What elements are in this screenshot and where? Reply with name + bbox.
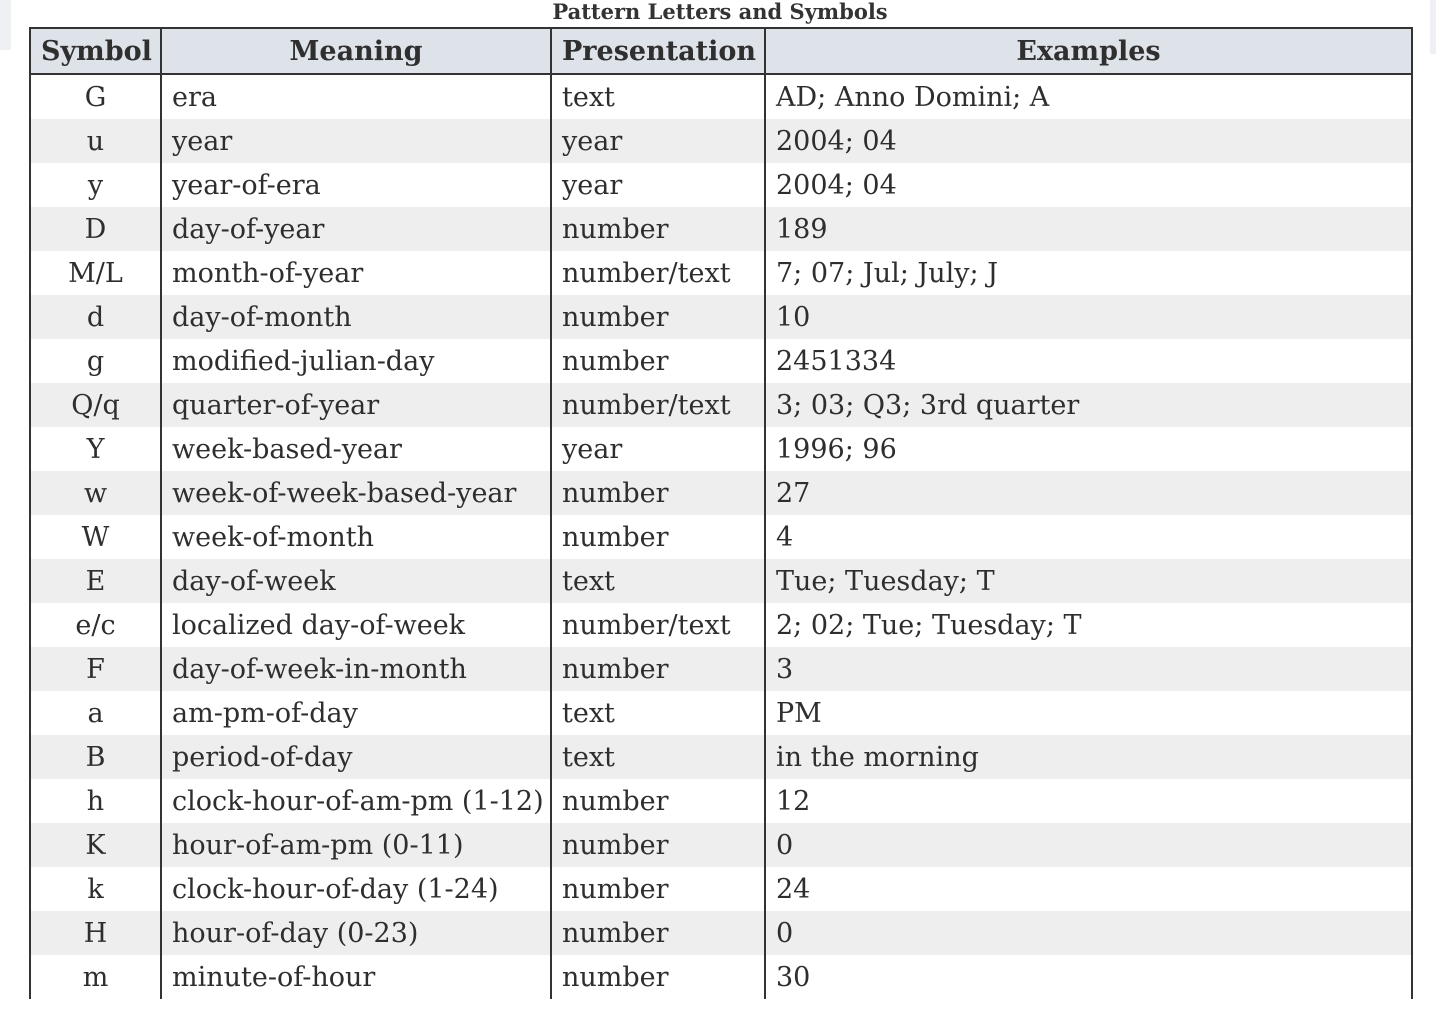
cell-meaning: day-of-week-in-month [161, 647, 551, 691]
cell-symbol: G [30, 74, 161, 119]
cell-symbol: a [30, 691, 161, 735]
cell-meaning: day-of-month [161, 295, 551, 339]
cell-meaning: week-based-year [161, 427, 551, 471]
cell-symbol: e/c [30, 603, 161, 647]
cell-examples: 12 [765, 779, 1412, 823]
table-row [30, 867, 1412, 911]
cell-meaning: day-of-year [161, 207, 551, 251]
table-row [30, 691, 1412, 735]
cell-examples: 2004; 04 [765, 163, 1412, 207]
table-row [30, 735, 1412, 779]
table-row [30, 427, 1412, 471]
cell-meaning: clock-hour-of-am-pm (1-12) [161, 779, 551, 823]
page-bottom-margin [29, 999, 1411, 1021]
cell-presentation: number/text [551, 603, 765, 647]
cell-presentation: number/text [551, 383, 765, 427]
cell-symbol: k [30, 867, 161, 911]
table-row [30, 251, 1412, 295]
right-edge-panel [1430, 0, 1436, 54]
cell-symbol: g [30, 339, 161, 383]
header-presentation: Presentation [551, 28, 765, 74]
cell-examples: 3 [765, 647, 1412, 691]
cell-presentation: text [551, 735, 765, 779]
cell-presentation: text [551, 691, 765, 735]
cell-presentation: number [551, 207, 765, 251]
cell-symbol: H [30, 911, 161, 955]
cell-symbol: m [30, 955, 161, 999]
cell-meaning: minute-of-hour [161, 955, 551, 999]
table-row [30, 911, 1412, 955]
left-edge-panel [0, 0, 11, 50]
table-row [30, 74, 1412, 119]
cell-examples: 27 [765, 471, 1412, 515]
table-row [30, 779, 1412, 823]
cell-meaning: week-of-week-based-year [161, 471, 551, 515]
cell-symbol: W [30, 515, 161, 559]
cell-examples: 3; 03; Q3; 3rd quarter [765, 383, 1412, 427]
cell-examples: in the morning [765, 735, 1412, 779]
table-row [30, 559, 1412, 603]
cell-examples: 30 [765, 955, 1412, 999]
cell-examples: 0 [765, 823, 1412, 867]
cell-examples: Tue; Tuesday; T [765, 559, 1412, 603]
cell-meaning: year-of-era [161, 163, 551, 207]
table-header-row [30, 28, 1412, 74]
cell-presentation: text [551, 74, 765, 119]
cell-meaning: hour-of-day (0-23) [161, 911, 551, 955]
table-caption: Pattern Letters and Symbols [552, 0, 888, 24]
cell-symbol: D [30, 207, 161, 251]
cell-symbol: B [30, 735, 161, 779]
cell-symbol: M/L [30, 251, 161, 295]
cell-examples: 2451334 [765, 339, 1412, 383]
table-row [30, 955, 1412, 999]
cell-presentation: number [551, 339, 765, 383]
cell-meaning: period-of-day [161, 735, 551, 779]
cell-meaning: quarter-of-year [161, 383, 551, 427]
cell-examples: 2004; 04 [765, 119, 1412, 163]
cell-examples: 24 [765, 867, 1412, 911]
cell-presentation: number [551, 471, 765, 515]
cell-symbol: Q/q [30, 383, 161, 427]
cell-presentation: number [551, 295, 765, 339]
cell-meaning: am-pm-of-day [161, 691, 551, 735]
cell-examples: AD; Anno Domini; A [765, 74, 1412, 119]
cell-presentation: number/text [551, 251, 765, 295]
header-examples: Examples [765, 28, 1412, 74]
table-row [30, 383, 1412, 427]
cell-examples: 7; 07; Jul; July; J [765, 251, 1412, 295]
cell-meaning: year [161, 119, 551, 163]
cell-meaning: hour-of-am-pm (0-11) [161, 823, 551, 867]
cell-examples: 0 [765, 911, 1412, 955]
table-row [30, 647, 1412, 691]
cell-examples: 189 [765, 207, 1412, 251]
table-row [30, 603, 1412, 647]
cell-examples: PM [765, 691, 1412, 735]
cell-presentation: year [551, 163, 765, 207]
table-row [30, 163, 1412, 207]
cell-presentation: number [551, 823, 765, 867]
cell-examples: 1996; 96 [765, 427, 1412, 471]
cell-presentation: text [551, 559, 765, 603]
cell-symbol: d [30, 295, 161, 339]
cell-examples: 4 [765, 515, 1412, 559]
table-row [30, 295, 1412, 339]
table-body [30, 74, 1412, 999]
cell-symbol: h [30, 779, 161, 823]
cell-presentation: number [551, 955, 765, 999]
cell-meaning: localized day-of-week [161, 603, 551, 647]
cell-symbol: E [30, 559, 161, 603]
cell-symbol: F [30, 647, 161, 691]
cell-symbol: y [30, 163, 161, 207]
cell-symbol: K [30, 823, 161, 867]
cell-symbol: u [30, 119, 161, 163]
table-row [30, 119, 1412, 163]
table-row [30, 207, 1412, 251]
cell-meaning: clock-hour-of-day (1-24) [161, 867, 551, 911]
pattern-letters-table [29, 27, 1413, 999]
table-row [30, 515, 1412, 559]
cell-meaning: week-of-month [161, 515, 551, 559]
cell-meaning: month-of-year [161, 251, 551, 295]
cell-symbol: Y [30, 427, 161, 471]
cell-presentation: number [551, 779, 765, 823]
header-meaning: Meaning [161, 28, 551, 74]
cell-presentation: number [551, 515, 765, 559]
cell-meaning: era [161, 74, 551, 119]
cell-examples: 10 [765, 295, 1412, 339]
table-row [30, 823, 1412, 867]
cell-presentation: number [551, 911, 765, 955]
header-symbol: Symbol [30, 28, 161, 74]
table-row [30, 339, 1412, 383]
cell-presentation: year [551, 427, 765, 471]
cell-examples: 2; 02; Tue; Tuesday; T [765, 603, 1412, 647]
table-row [30, 471, 1412, 515]
cell-meaning: modified-julian-day [161, 339, 551, 383]
cell-presentation: number [551, 867, 765, 911]
cell-symbol: w [30, 471, 161, 515]
cell-presentation: number [551, 647, 765, 691]
cell-presentation: year [551, 119, 765, 163]
cell-meaning: day-of-week [161, 559, 551, 603]
